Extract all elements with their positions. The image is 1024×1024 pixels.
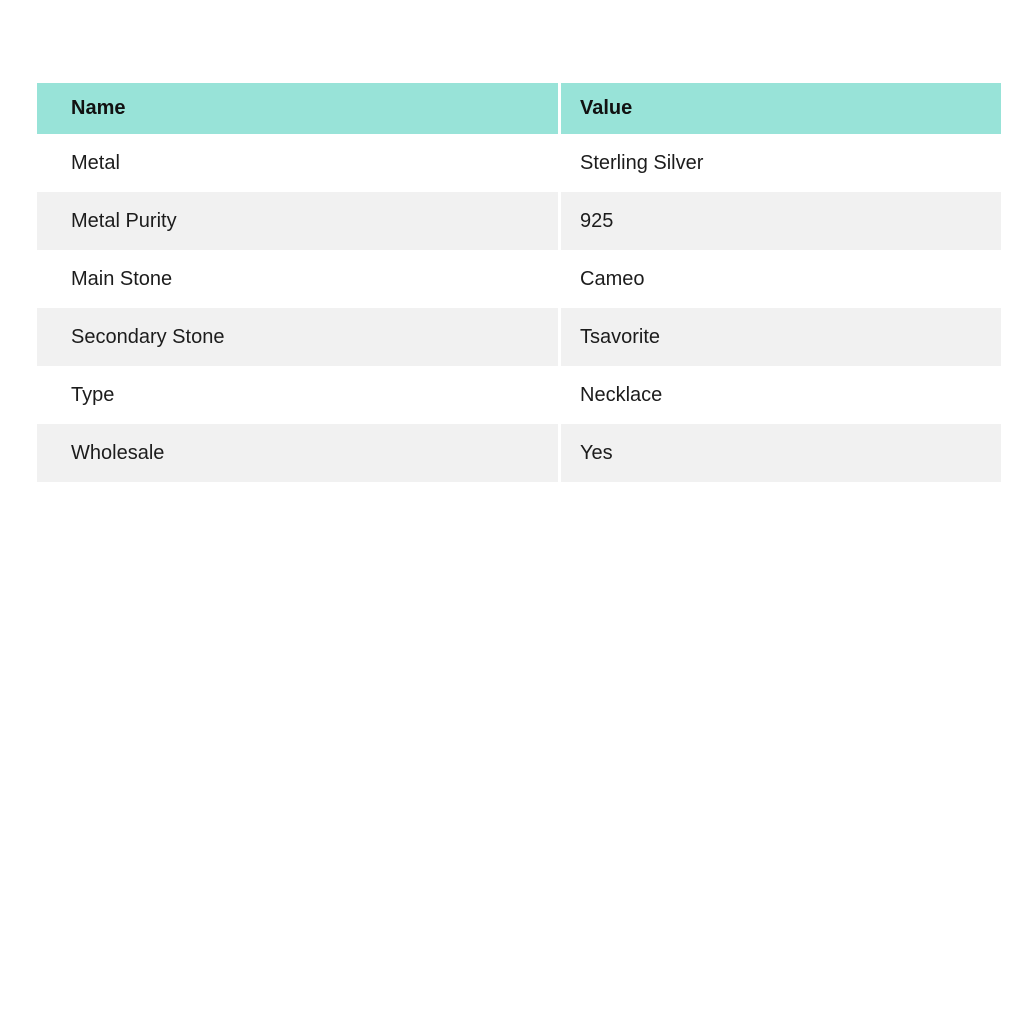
table-row (37, 134, 1001, 192)
value-cell: Tsavorite (560, 308, 1002, 366)
table-row (37, 308, 1001, 366)
header-cell-value: Value (560, 83, 1002, 134)
value-cell: Cameo (560, 250, 1002, 308)
value-cell: Sterling Silver (560, 134, 1002, 192)
table-row (37, 424, 1001, 482)
table-header (37, 83, 1001, 134)
table-row (37, 192, 1001, 250)
name-cell: Wholesale (37, 424, 560, 482)
table-row (37, 366, 1001, 424)
name-cell: Type (37, 366, 560, 424)
value-cell: Yes (560, 424, 1002, 482)
attributes-table (37, 83, 1001, 482)
header-row (37, 83, 1001, 134)
header-cell-name: Name (37, 83, 560, 134)
name-cell: Metal (37, 134, 560, 192)
table-row (37, 250, 1001, 308)
name-cell: Secondary Stone (37, 308, 560, 366)
value-cell: 925 (560, 192, 1002, 250)
value-cell: Necklace (560, 366, 1002, 424)
table-body (37, 134, 1001, 482)
name-cell: Metal Purity (37, 192, 560, 250)
name-cell: Main Stone (37, 250, 560, 308)
